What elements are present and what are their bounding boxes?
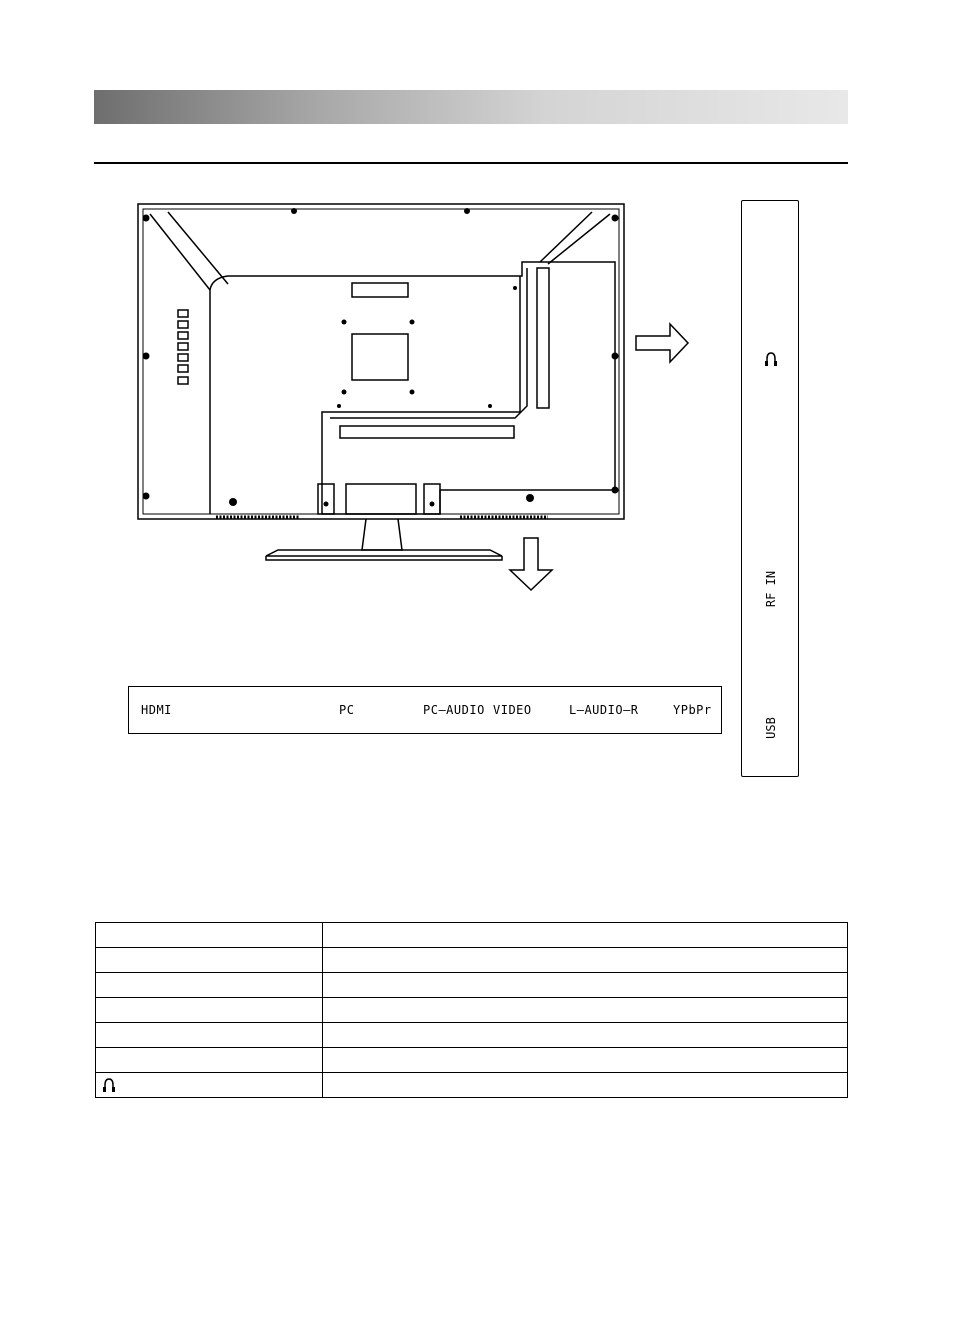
table-row	[96, 1048, 848, 1073]
rf-in-label: RF IN	[764, 570, 778, 608]
table-row	[96, 998, 848, 1023]
ypbpr-label: YPbPr	[673, 703, 712, 717]
bottom-connector-panel	[128, 686, 722, 734]
table-row	[96, 1023, 848, 1048]
pc-audio-label: PC–AUDIO	[423, 703, 485, 717]
side-connector-panel	[741, 200, 799, 777]
ports-table	[95, 922, 848, 1098]
pc-label: PC	[339, 703, 355, 717]
usb-label: USB	[764, 717, 778, 739]
video-label: VIDEO	[493, 703, 532, 717]
hdmi-label: HDMI	[141, 703, 172, 717]
table-row	[96, 923, 848, 948]
table-row	[96, 948, 848, 973]
table-row	[96, 1073, 848, 1098]
headphone-icon	[764, 351, 778, 367]
headphone-icon	[102, 1077, 116, 1093]
table-row	[96, 973, 848, 998]
audio-lr-label: L–AUDIO–R	[569, 703, 639, 717]
